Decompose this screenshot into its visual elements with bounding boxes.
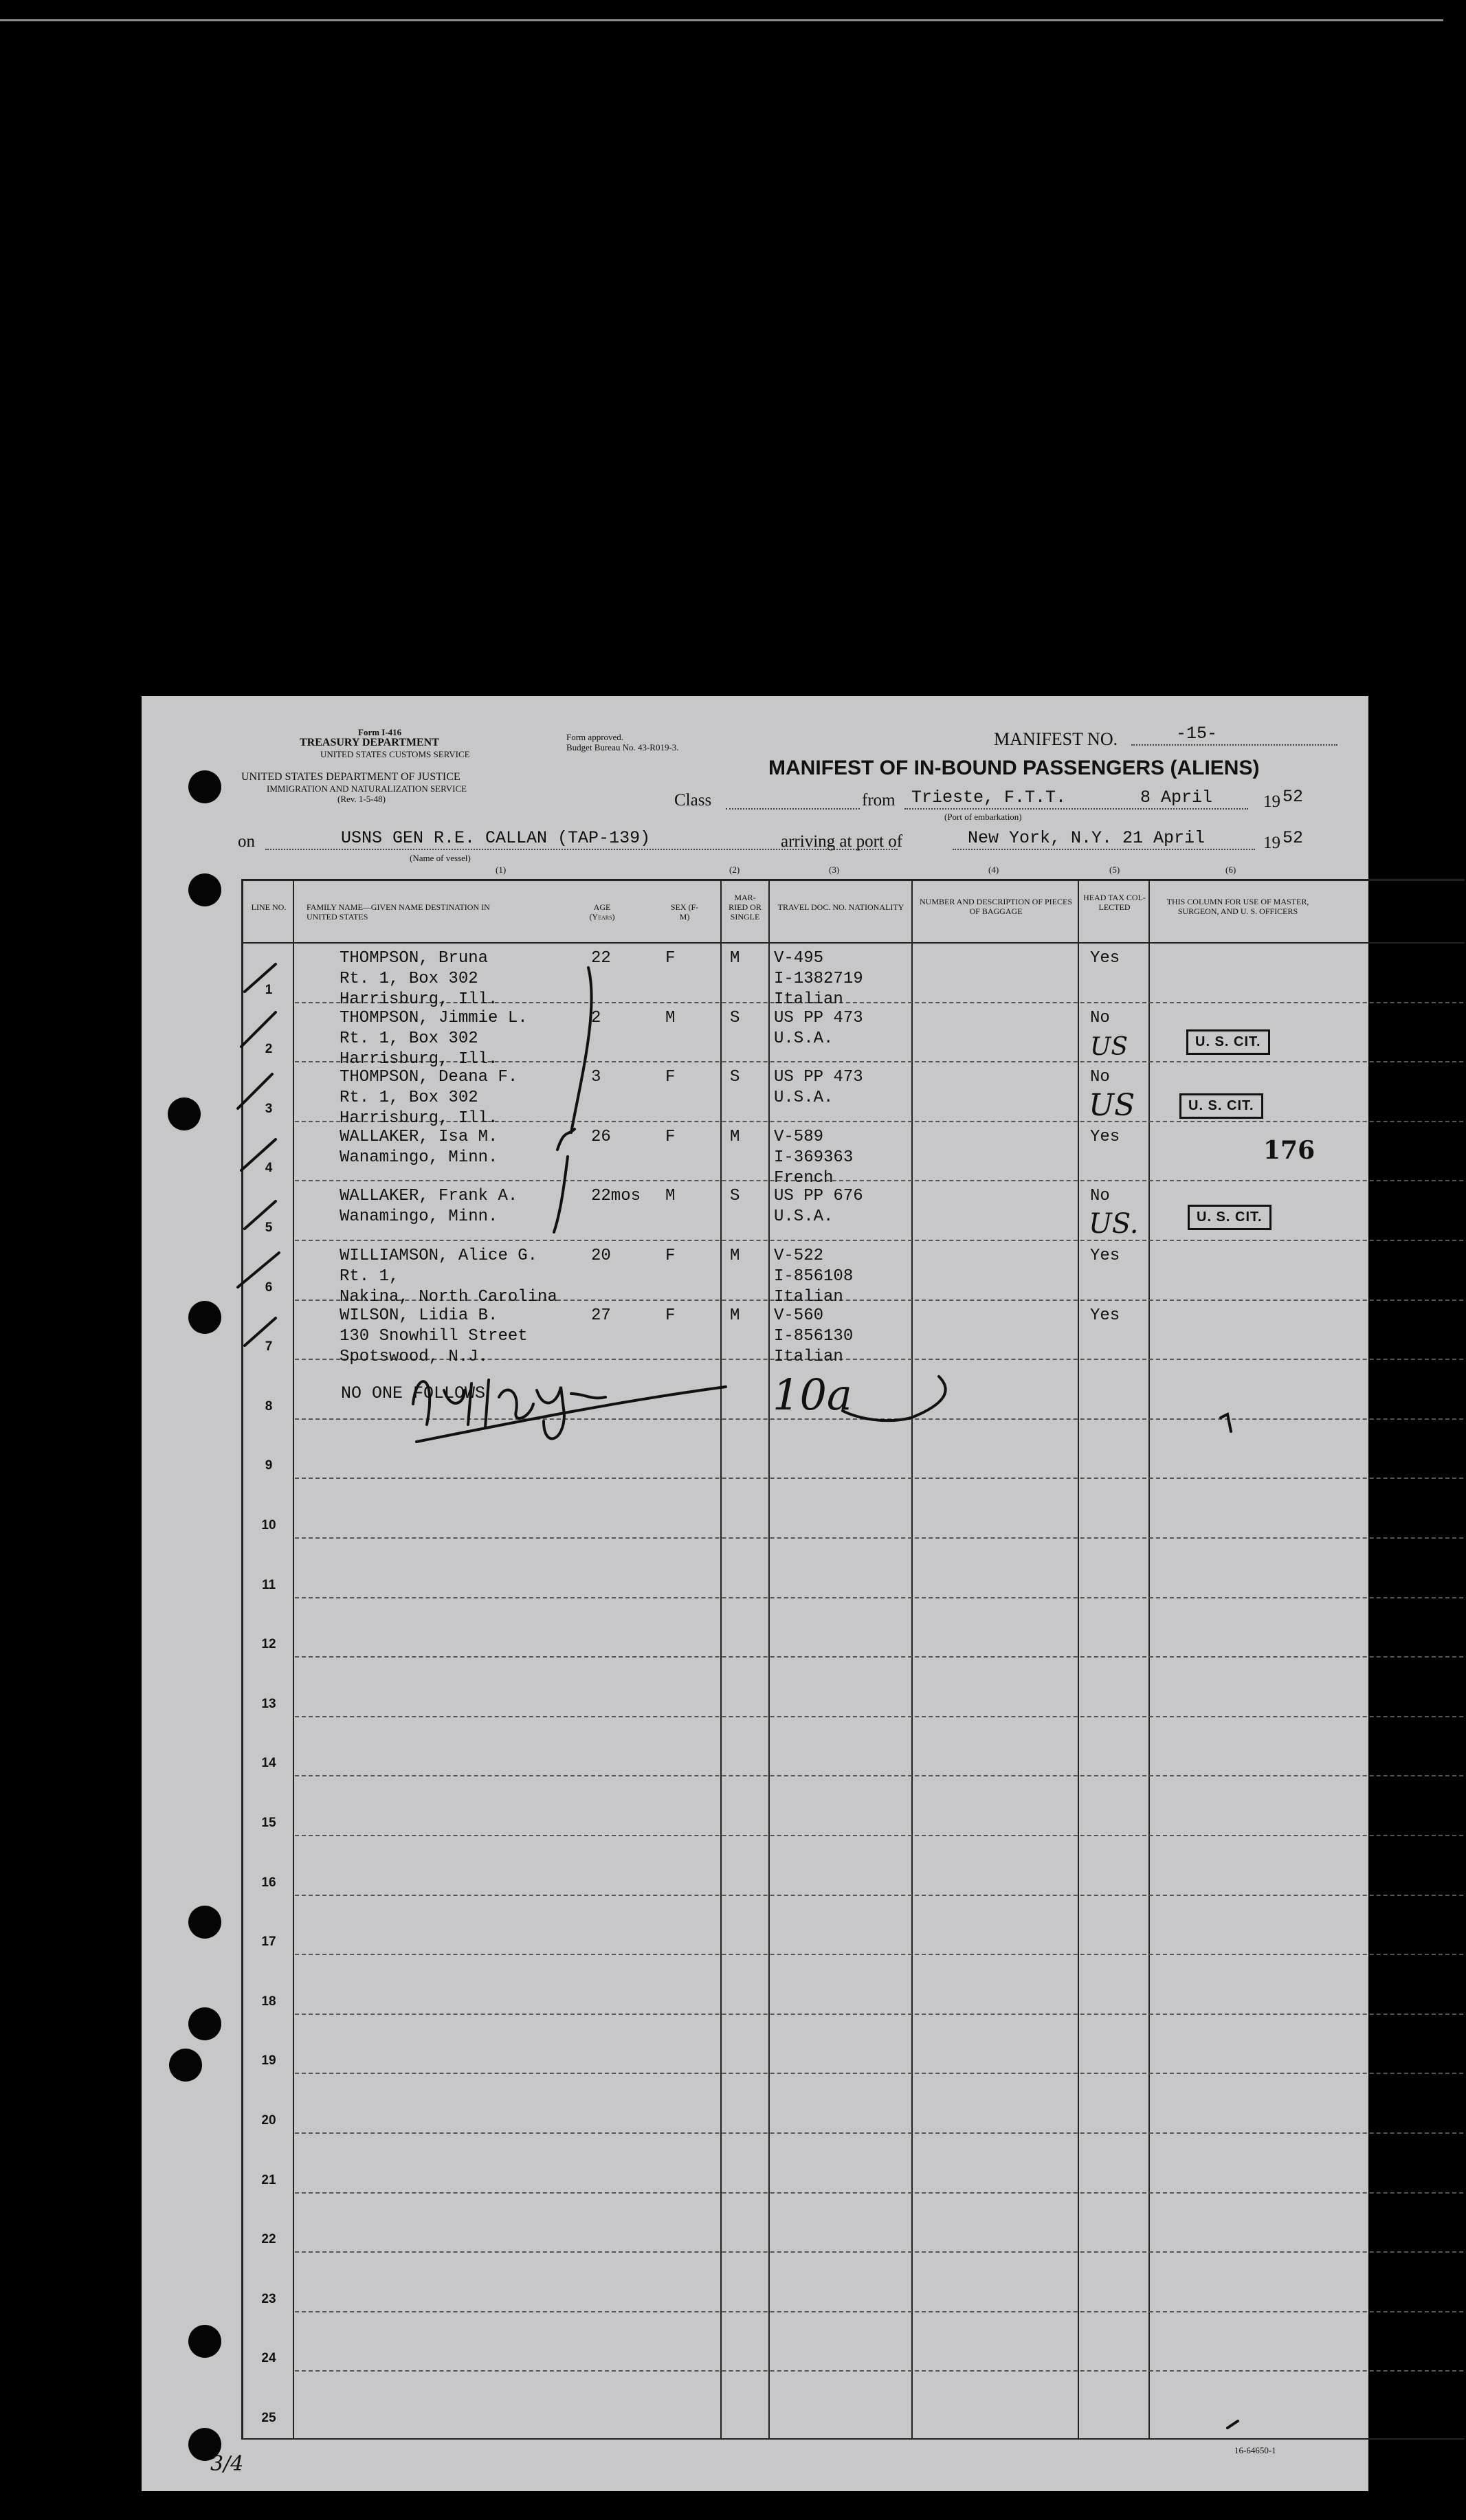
- on-label: on: [238, 832, 255, 851]
- passenger-sex: F: [665, 949, 676, 968]
- col-border: [911, 879, 913, 2439]
- manifest-no-value: -15-: [1176, 724, 1218, 744]
- header-baggage: NUMBER AND DESCRIPTION OF PIECES OF BAGGAGE: [919, 897, 1073, 916]
- head-tax-collected: Yes: [1090, 949, 1120, 968]
- passenger-age: 22: [591, 949, 611, 968]
- line-number: 15: [261, 1816, 276, 1830]
- line-number: 5: [265, 1220, 273, 1235]
- passenger-marital-status: S: [730, 1009, 740, 1027]
- travel-doc-detail: I-856108: [774, 1267, 854, 1286]
- line-number: 3: [265, 1102, 273, 1116]
- passenger-sex: F: [665, 1306, 676, 1325]
- embarkation-date-value: 8 April: [1140, 788, 1213, 807]
- header-head-tax: HEAD TAX COL- LECTED: [1083, 893, 1146, 912]
- line-number: 13: [261, 1697, 276, 1711]
- treasury-label: TREASURY DEPARTMENT: [300, 737, 439, 748]
- row-divider: [295, 2132, 1463, 2134]
- passenger-name: THOMPSON, Deana F.: [340, 1068, 518, 1086]
- handwritten-reference: 10a: [773, 1370, 852, 1420]
- passenger-address: Rt. 1, Box 302: [340, 1029, 478, 1048]
- binder-hole: [188, 2007, 221, 2040]
- passenger-name: WALLAKER, Frank A.: [340, 1187, 518, 1205]
- line-number: 17: [261, 1934, 276, 1949]
- passenger-age: 22mos: [591, 1187, 641, 1205]
- head-tax-collected: No: [1090, 1068, 1110, 1086]
- column-number: (4): [988, 865, 999, 875]
- binder-hole: [188, 1301, 221, 1334]
- passenger-name: THOMPSON, Jimmie L.: [340, 1009, 528, 1027]
- class-label: Class: [674, 791, 712, 810]
- line-number: 1: [265, 983, 273, 997]
- line-number: 19: [261, 2053, 276, 2068]
- manifest-sheet: [142, 696, 1368, 2491]
- immigration-label: IMMIGRATION AND NATURALIZATION SERVICE: [267, 783, 467, 794]
- row-divider: [295, 1597, 1463, 1598]
- stamp-number: 176: [1263, 1136, 1315, 1165]
- row-divider: [295, 1537, 1463, 1539]
- travel-doc-number: V-522: [774, 1247, 824, 1265]
- passenger-address: Spotswood, N.J.: [340, 1348, 489, 1366]
- head-tax-collected: Yes: [1090, 1247, 1120, 1265]
- passenger-age: 3: [591, 1068, 601, 1086]
- us-citizen-stamp: U. S. CIT.: [1188, 1205, 1271, 1230]
- passenger-address: Rt. 1, Box 302: [340, 970, 478, 988]
- us-citizen-stamp: U. S. CIT.: [1186, 1029, 1270, 1055]
- table-top-border: [241, 879, 1465, 881]
- binder-hole: [169, 2049, 202, 2082]
- binder-hole: [188, 2325, 221, 2358]
- passenger-address: Wanamingo, Minn.: [340, 1207, 498, 1226]
- head-tax-collected: Yes: [1090, 1306, 1120, 1325]
- passenger-name: WILLIAMSON, Alice G.: [340, 1247, 538, 1265]
- table-bottom-border: [241, 2438, 1465, 2440]
- row-divider: [295, 1895, 1463, 1896]
- column-number: (6): [1225, 865, 1236, 875]
- binder-hole: [188, 770, 221, 803]
- passenger-sex: F: [665, 1247, 676, 1265]
- col-border: [720, 879, 722, 2439]
- justice-label: UNITED STATES DEPARTMENT OF JUSTICE: [241, 771, 460, 783]
- embark-year-prefix: 19: [1263, 792, 1280, 811]
- column-number: (1): [496, 865, 507, 875]
- port-embarkation-value: Trieste, F.T.T.: [911, 788, 1067, 807]
- passenger-nationality: Italian: [774, 1288, 843, 1306]
- header-line-no: LINE NO.: [251, 902, 287, 912]
- form-number: Form I-416: [358, 727, 402, 737]
- passenger-name: WALLAKER, Isa M.: [340, 1128, 498, 1146]
- header-officers: THIS COLUMN FOR USE OF MASTER, SURGEON, AND U. S. OFFICERS: [1166, 897, 1309, 916]
- passenger-nationality: Italian: [774, 990, 843, 1009]
- row-divider: [295, 1240, 1463, 1241]
- travel-doc-detail: U.S.A.: [774, 1029, 834, 1048]
- line-number: 16: [261, 1875, 276, 1890]
- line-number: 25: [261, 2411, 276, 2425]
- head-tax-collected: No: [1090, 1009, 1110, 1027]
- line-number: 20: [261, 2113, 276, 2128]
- passenger-address: Harrisburg, Ill.: [340, 990, 498, 1009]
- binder-hole: [188, 873, 221, 906]
- row-divider: [295, 1716, 1463, 1717]
- passenger-name: THOMPSON, Bruna: [340, 949, 489, 968]
- passenger-marital-status: S: [730, 1068, 740, 1086]
- passenger-sex: F: [665, 1068, 676, 1086]
- row-divider: [295, 2370, 1463, 2372]
- row-divider: [295, 1180, 1463, 1181]
- arrival-underline: [953, 849, 1255, 850]
- passenger-sex: M: [665, 1009, 676, 1027]
- passenger-address: Harrisburg, Ill.: [340, 1109, 498, 1128]
- column-number: (2): [729, 865, 740, 875]
- head-tax-collected: Yes: [1090, 1128, 1120, 1146]
- header-sex: SEX (F-M): [670, 902, 699, 922]
- row-divider: [295, 2251, 1463, 2253]
- row-divider: [295, 1775, 1463, 1776]
- passenger-marital-status: M: [730, 1128, 740, 1146]
- passenger-address: 130 Snowhill Street: [340, 1327, 528, 1346]
- row-divider: [295, 1656, 1463, 1658]
- travel-doc-detail: I-1382719: [774, 970, 863, 988]
- no-one-follows: NO ONE FOLLOWS: [341, 1383, 486, 1403]
- manifest-no-label: MANIFEST NO.: [994, 729, 1118, 749]
- passenger-nationality: French: [774, 1169, 834, 1187]
- line-number: 6: [265, 1280, 273, 1295]
- budget-bureau-label: Budget Bureau No. 43-R019-3.: [566, 742, 679, 752]
- handwritten-corner-note: 3/4: [210, 2452, 244, 2476]
- line-number: 10: [261, 1518, 276, 1532]
- passenger-nationality: Italian: [774, 1348, 843, 1366]
- column-number: (5): [1109, 865, 1120, 875]
- handwritten-us: US: [1090, 1033, 1129, 1061]
- column-number: (3): [829, 865, 840, 875]
- footer-print-code: 16-64650-1: [1234, 2445, 1276, 2455]
- row-divider: [295, 2073, 1463, 2074]
- row-divider: [295, 2192, 1463, 2194]
- travel-doc-number: US PP 473: [774, 1009, 863, 1027]
- head-tax-collected: No: [1090, 1187, 1110, 1205]
- vessel-name-value: USNS GEN R.E. CALLAN (TAP-139): [341, 828, 651, 848]
- manifest-no-underline: [1131, 744, 1337, 746]
- line-number: 22: [261, 2232, 276, 2246]
- handwritten-signature: [142, 696, 1368, 2491]
- col-border: [1078, 879, 1079, 2439]
- customs-label: UNITED STATES CUSTOMS SERVICE: [320, 749, 470, 759]
- passenger-sex: F: [665, 1128, 676, 1146]
- travel-doc-number: US PP 676: [774, 1187, 863, 1205]
- vessel-caption: (Name of vessel): [410, 853, 471, 863]
- travel-doc-detail: I-369363: [774, 1148, 854, 1167]
- header-age: AGE (Years): [589, 902, 615, 922]
- us-citizen-stamp: U. S. CIT.: [1179, 1093, 1263, 1119]
- manifest-title: MANIFEST OF IN-BOUND PASSENGERS (ALIENS): [768, 757, 1260, 779]
- line-number: 7: [265, 1339, 273, 1354]
- arriving-label: arriving at port of: [781, 832, 903, 851]
- arrival-year-prefix: 19: [1263, 834, 1280, 852]
- passenger-age: 2: [591, 1009, 601, 1027]
- form-approved-label: Form approved.: [566, 732, 624, 742]
- line-number: 21: [261, 2173, 276, 2187]
- line-number: 4: [265, 1161, 273, 1175]
- from-label: from: [862, 791, 896, 810]
- passenger-name: WILSON, Lidia B.: [340, 1306, 498, 1325]
- arrival-port-value: New York, N.Y. 21 April: [968, 828, 1206, 848]
- table-header-border: [241, 942, 1465, 944]
- passenger-address: Harrisburg, Ill.: [340, 1050, 498, 1069]
- travel-doc-number: V-495: [774, 949, 824, 968]
- col-border: [293, 879, 294, 2439]
- handwritten-us: US.: [1089, 1208, 1139, 1240]
- passenger-marital-status: M: [730, 1306, 740, 1325]
- row-divider: [295, 1418, 1463, 1420]
- line-number: 14: [261, 1756, 276, 1770]
- travel-doc-number: V-589: [774, 1128, 824, 1146]
- row-divider: [295, 1478, 1463, 1479]
- line-number: 8: [265, 1399, 273, 1414]
- travel-doc-detail: U.S.A.: [774, 1207, 834, 1226]
- top-border-line: [0, 19, 1443, 21]
- passenger-marital-status: S: [730, 1187, 740, 1205]
- travel-doc-number: V-560: [774, 1306, 824, 1325]
- passenger-age: 27: [591, 1306, 611, 1325]
- passenger-address: Wanamingo, Minn.: [340, 1148, 498, 1167]
- line-number: 24: [261, 2351, 276, 2365]
- revision-label: (Rev. 1-5-48): [337, 794, 386, 804]
- row-divider: [295, 2311, 1463, 2312]
- header-name: FAMILY NAME—GIVEN NAME DESTINATION IN UNITED STATES: [307, 902, 490, 922]
- passenger-marital-status: M: [730, 949, 740, 968]
- binder-hole: [188, 1906, 221, 1939]
- line-number: 11: [261, 1578, 276, 1592]
- passenger-sex: M: [665, 1187, 676, 1205]
- passenger-marital-status: M: [730, 1247, 740, 1265]
- row-divider: [295, 2014, 1463, 2015]
- col-border: [768, 879, 770, 2439]
- passenger-address: Rt. 1, Box 302: [340, 1089, 478, 1107]
- line-number: 12: [261, 1637, 276, 1651]
- passenger-address: Rt. 1,: [340, 1267, 399, 1286]
- line-number: 9: [265, 1458, 273, 1473]
- handwritten-us: US: [1089, 1088, 1135, 1123]
- binder-hole: [168, 1097, 201, 1130]
- port-embarkation-caption: (Port of embarkation): [944, 812, 1022, 822]
- class-underline: [726, 808, 860, 810]
- col-border: [1148, 879, 1150, 2439]
- embarkation-underline: [904, 808, 1248, 810]
- line-number: 23: [261, 2292, 276, 2306]
- embark-year-value: 52: [1282, 787, 1304, 807]
- travel-doc-number: US PP 473: [774, 1068, 863, 1086]
- row-divider: [295, 1835, 1463, 1836]
- header-married: MAR- RIED OR SINGLE: [729, 893, 762, 922]
- arrival-year-value: 52: [1282, 828, 1304, 848]
- passenger-age: 26: [591, 1128, 611, 1146]
- travel-doc-detail: U.S.A.: [774, 1089, 834, 1107]
- passenger-address: Nakina, North Carolina: [340, 1288, 557, 1306]
- line-number: 18: [261, 1994, 276, 2009]
- passenger-age: 20: [591, 1247, 611, 1265]
- header-travel-doc: TRAVEL DOC. NO. NATIONALITY: [777, 902, 904, 912]
- line-number: 2: [265, 1042, 273, 1056]
- col-border: [241, 879, 243, 2439]
- travel-doc-detail: I-856130: [774, 1327, 854, 1346]
- row-divider: [295, 1954, 1463, 1955]
